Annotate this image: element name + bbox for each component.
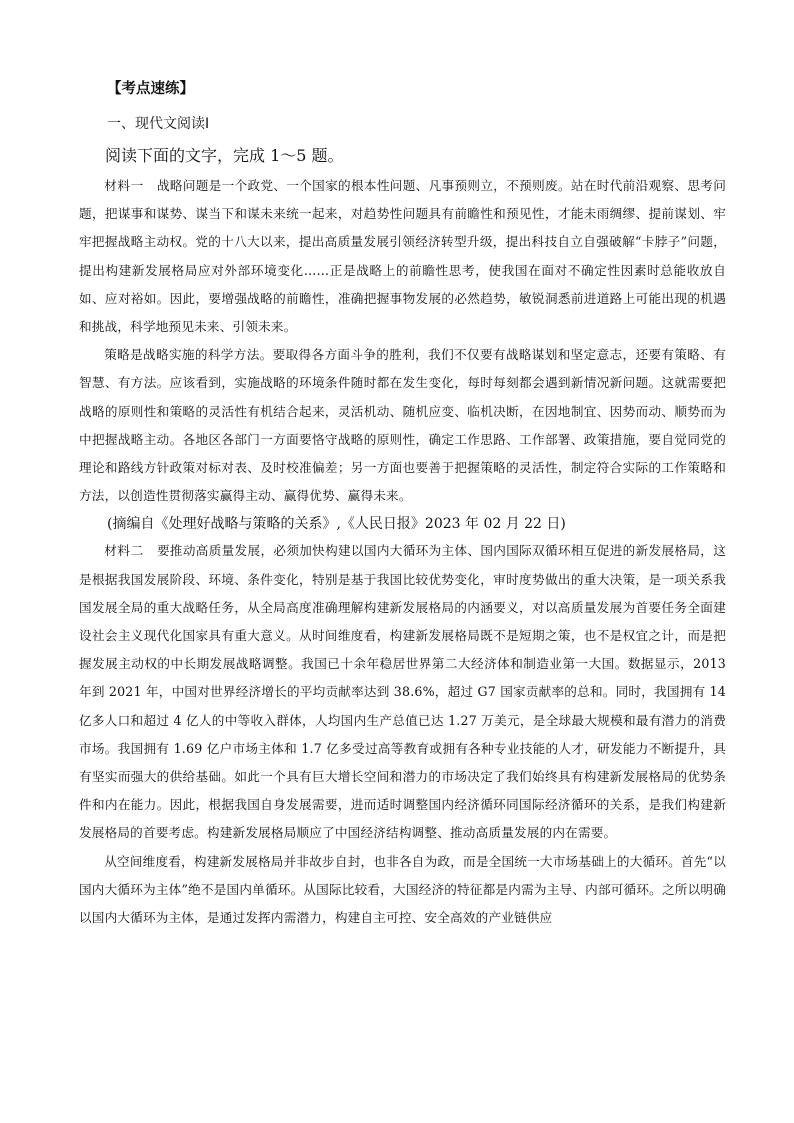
material2-paragraph-2: 从空间维度看，构建新发展格局并非故步自封，也非各自为政，而是全国统一大市场基础上的大循环。首先“以国内大循环为主体”绝不是国内单循环。从国际比较看，大国经济的特征都是内需为主导、内部可循环。之所以明确以国内大循环为主体，是通过发挥内需潜力，构建自主可控、安全高效的产业链供应 [79, 853, 726, 926]
material1-source: (摘编自《处理好战略与策略的关系》,《人民日报》2023 年 02 月 22 日) [107, 516, 566, 533]
material1-label: 材料一 [104, 178, 144, 193]
material2-paragraph-1-text: 要推动高质量发展，必须加快构建以国内大循环为主体、国内国际双循环相互促进的新发展格局，这是根据我国发展阶段、环境、条件变化，特别是基于我国比较优势变化，审时度势做出的重大决策，是一项关系我国发展全局的重大战略任务，从全局高度准确理解构建新发展格局的内涵要义，对以高质量发展为首要任务全面建设社会主义现代化国家具有重大意义。从时间维度看，构建新发展格局既不是短期之策，也不是权宜之计，而是把握发展主动权的中长期发展战略调整。我国已十余年稳居世界第二大经济体和制造业第一大国。数据显示，2013 年到 2021 年，中国对世界经济增长的平均贡献率达到 38.6%，超过 G7 国家贡献率的总和。同时，我国拥有 14 亿多人口和超过 4 亿人的中等收入群体，人均国内生产总值已达 1.27 万美元，是全球最大规模和最有潜力的消费市场。我国拥有 1.69 亿户市场主体和 1.7 亿多受过高等教育或拥有各种专业技能的人才，研发能力不断提升，具有坚实而强大的供给基础。如此一个具有巨大增长空间和潜力的市场决定了我们始终具有构建新发展格局的优势条件和内在能力。因此，根据我国自身发展需要，进而适时调整国内经济循环同国际经济循环的关系，是我们构建新发展格局的首要考虑。构建新发展格局顺应了中国经济结构调整、推动高质量发展的内在需要。 [79, 543, 726, 841]
reading-passage [79, 172, 726, 932]
material1-paragraph-2: 策略是战略实施的科学方法。要取得各方面斗争的胜利，我们不仅要有战略谋划和坚定意志，还要有策略、有智慧、有方法。应该看到，实施战略的环境条件随时都在发生变化，每时每刻都会遇到新情况新问题。这就需要把战略的原则性和策略的灵活性有机结合起来，灵活机动、随机应变、临机决断，在因地制宜、因势而动、顺势而为中把握战略主动。各地区各部门一方面要恪守战略的原则性，确定工作思路、工作部署、政策措施，要自觉同党的理论和路线方针政策对标对表、及时校准偏差；另一方面也要善于把握策略的灵活性，制定符合实际的工作策略和方法，以创造性贯彻落实赢得主动、赢得优势、赢得未来。 [79, 347, 726, 504]
material1-paragraph-1-text: 战略问题是一个政党、一个国家的根本性问题、凡事预则立，不预则废。站在时代前沿观察、思考问题，把谋事和谋势、谋当下和谋未来统一起来，对趋势性问题具有前瞻性和预见性，才能未雨绸缪、提前谋划、牢牢把握战略主动权。党的十八大以来，提出高质量发展引领经济转型升级，提出科技自立自强破解“卡脖子”问题，提出构建新发展格局应对外部环境变化……正是战略上的前瞻性思考，使我国在面对不确定性因素时总能收放自如、应对裕如。因此，要增强战略的前瞻性，准确把握事物发展的必然趋势，敏锐洞悉前进道路上可能出现的机遇和挑战，科学地预见未来、引领未来。 [79, 178, 726, 335]
material2-label: 材料二 [104, 543, 144, 559]
section-title: 【考点速练】 [107, 81, 194, 97]
material2-paragraph-1 [79, 537, 726, 847]
sub-heading: 一、现代文阅读Ⅰ [107, 116, 210, 132]
material1-paragraph-1 [79, 172, 726, 341]
reading-instruction: 阅读下面的文字，完成 1～5 题。 [105, 146, 344, 165]
